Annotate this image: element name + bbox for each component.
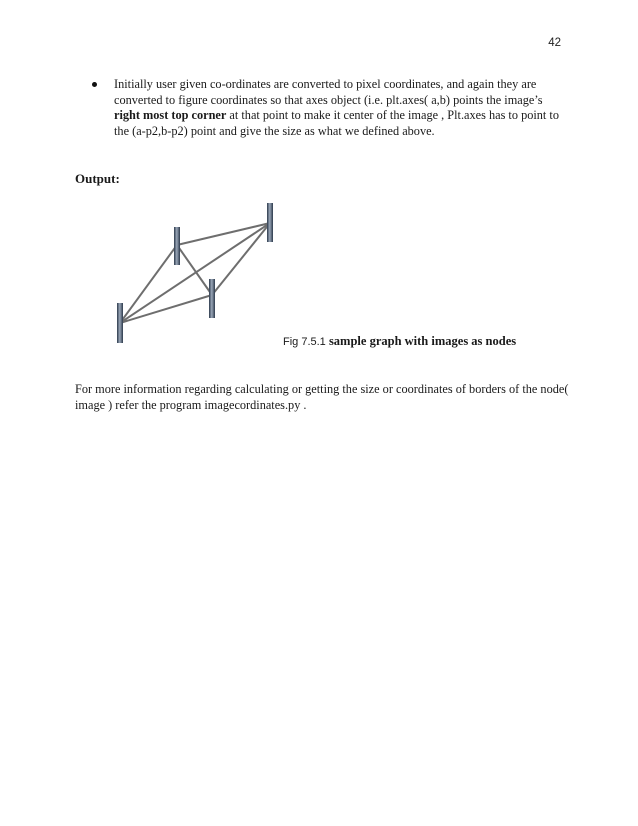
graph-node (117, 303, 123, 343)
output-heading: Output: (75, 171, 120, 186)
graph-node (267, 203, 273, 242)
graph-edge (120, 223, 270, 323)
bullet-bold-text: right most top corner (114, 108, 227, 123)
graph-figure (100, 195, 290, 345)
graph-edge (120, 295, 212, 323)
graph-node (209, 279, 215, 318)
caption-text: sample graph with images as nodes (328, 334, 517, 348)
page-number: 42 (548, 37, 561, 49)
info-paragraph: For more information regarding calculating or getting the size or coordinates of borders of the node( image ) refer the program imagecordinates.py . (75, 382, 569, 412)
figure-caption (283, 334, 516, 349)
bullet-list (88, 77, 568, 139)
caption-number: Fig 7.5.1 (283, 336, 326, 348)
graph-node (174, 227, 180, 265)
bullet-text-start: Initially user given co-ordinates are converted to pixel coordinates, and again they are converted to figure coordinates so that axes object (i.e. plt.axes( a,b) points the image’s (114, 77, 543, 107)
bullet-text-end: at that point to make it center of the image , Plt.axes has to point to the (a-p2,b-p2) point and give the size as what we defined above. (114, 108, 559, 138)
bullet-icon (92, 82, 97, 87)
graph-edge (120, 245, 177, 323)
graph-edge (177, 245, 212, 295)
list-item (88, 77, 568, 139)
graph-edges (120, 223, 270, 323)
